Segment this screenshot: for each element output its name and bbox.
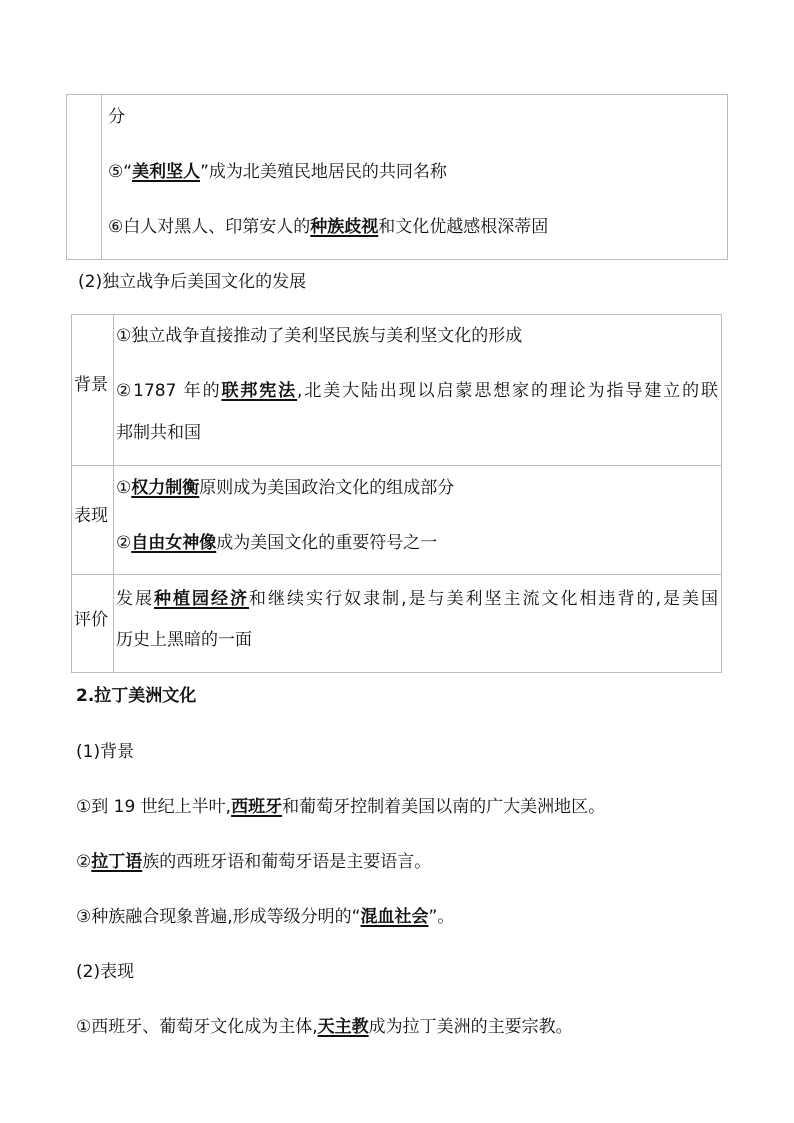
row-label-performance: 表现 (74, 506, 108, 526)
table-cell-text: 邦制共和国 (116, 423, 201, 443)
table-column-divider (101, 94, 102, 260)
table-cell-text: ②自由女神像成为美国文化的重要符号之一 (116, 533, 438, 553)
row-label-evaluation: 评价 (74, 610, 108, 630)
table-cell-text: ①权力制衡原则成为美国政治文化的组成部分 (116, 478, 455, 498)
paragraph: ①西班牙、葡萄牙文化成为主体,天主教成为拉丁美洲的主要宗教。 (76, 1017, 573, 1037)
paragraph: ①到 19 世纪上半叶,西班牙和葡萄牙控制着美国以南的广大美洲地区。 (76, 797, 606, 817)
row-label-background: 背景 (74, 375, 108, 395)
table-cell-text: ⑤“美利坚人”成为北美殖民地居民的共同名称 (108, 162, 447, 182)
table-cell-text: ②1787 年的联邦宪法,北美大陆出现以启蒙思想家的理论为指导建立的联 (116, 381, 718, 401)
paragraph: ②拉丁语族的西班牙语和葡萄牙语是主要语言。 (76, 852, 432, 872)
table-row-divider (71, 574, 722, 575)
subsection-title: (2)表现 (76, 962, 135, 982)
paragraph: ③种族融合现象普遍,形成等级分明的“混血社会”。 (76, 907, 455, 927)
section-title: 2.拉丁美洲文化 (76, 686, 197, 706)
table-cell-text: 发展种植园经济和继续实行奴隶制,是与美利坚主流文化相违背的,是美国 (116, 589, 718, 609)
table-cell-text: ⑥白人对黑人、印第安人的种族歧视和文化优越感根深蒂固 (108, 217, 549, 237)
table-cell-text: 历史上黑暗的一面 (116, 630, 252, 650)
subsection-title: (1)背景 (76, 742, 135, 762)
table-row-divider (71, 465, 722, 466)
table-column-divider (113, 314, 114, 673)
table-cell-text: 分 (108, 107, 125, 127)
section-heading: (2)独立战争后美国文化的发展 (78, 272, 307, 292)
table-cell-text: ①独立战争直接推动了美利坚民族与美利坚文化的形成 (116, 326, 523, 346)
